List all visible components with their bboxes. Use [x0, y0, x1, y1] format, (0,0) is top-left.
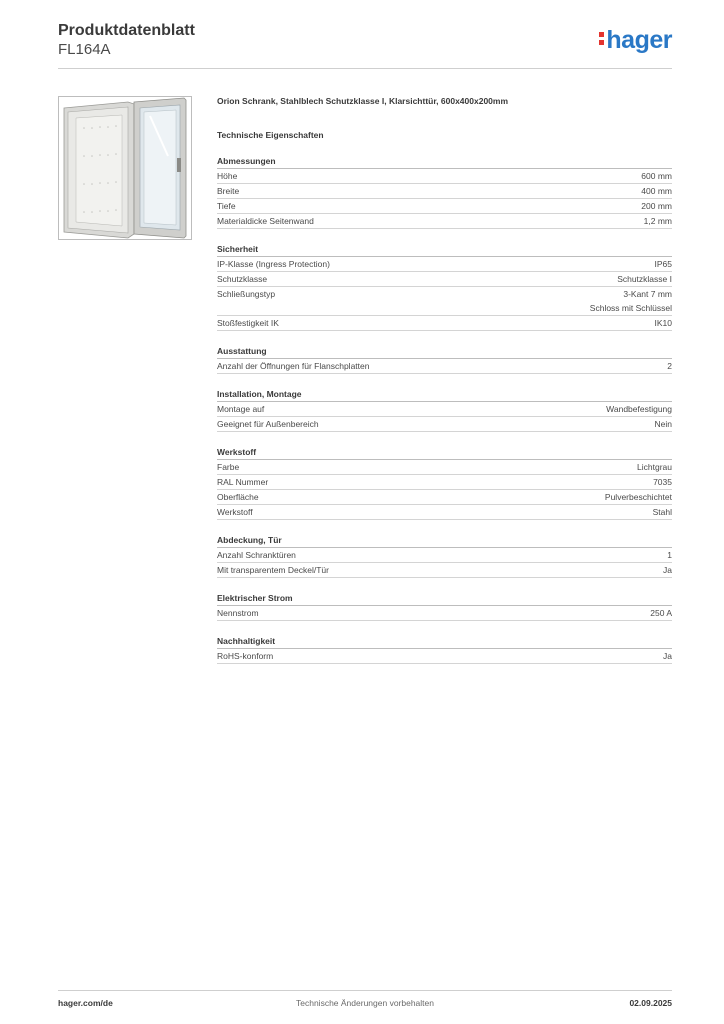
spec-value: Ja — [663, 565, 672, 575]
spec-value-line: Schloss mit Schlüssel — [589, 303, 672, 313]
spec-label: Geeignet für Außenbereich — [217, 419, 319, 429]
spec-value-multiline — [590, 287, 672, 315]
spec-label: Anzahl der Öffnungen für Flanschplatten — [217, 361, 370, 371]
footer-website-link[interactable]: hager.com/de — [58, 998, 113, 1008]
spec-row — [217, 475, 672, 490]
logo-text: hager — [606, 26, 672, 54]
spec-row — [217, 606, 672, 621]
spec-value: Wandbefestigung — [606, 404, 672, 414]
spec-row — [217, 417, 672, 432]
spec-row — [217, 316, 672, 331]
spec-value: Nein — [654, 419, 672, 429]
spec-value: 1,2 mm — [643, 216, 672, 226]
section-abdeckung — [217, 534, 672, 578]
section-installation — [217, 388, 672, 432]
section-elektrischer-strom — [217, 592, 672, 621]
spec-label: Stoßfestigkeit IK — [217, 318, 279, 328]
spec-value: Schutzklasse I — [617, 274, 672, 284]
footer-date: 02.09.2025 — [629, 998, 672, 1008]
section-title: Nachhaltigkeit — [217, 635, 672, 649]
spec-label: Farbe — [217, 462, 240, 472]
cabinet-icon — [58, 96, 192, 240]
spec-row — [217, 214, 672, 229]
spec-label: Nennstrom — [217, 608, 259, 618]
spec-label: Schließungstyp — [217, 289, 276, 299]
spec-label: Materialdicke Seitenwand — [217, 216, 314, 226]
footer-divider — [58, 990, 672, 991]
tech-heading: Technische Eigenschaften — [217, 130, 324, 140]
spec-row — [217, 257, 672, 272]
section-title: Installation, Montage — [217, 388, 672, 402]
spec-label: Anzahl Schranktüren — [217, 550, 296, 560]
spec-label: Werkstoff — [217, 507, 253, 517]
spec-row — [217, 505, 672, 520]
spec-row — [217, 548, 672, 563]
spec-row — [217, 460, 672, 475]
spec-value: 600 mm — [641, 171, 672, 181]
section-nachhaltigkeit — [217, 635, 672, 664]
spec-row — [217, 169, 672, 184]
product-details — [217, 96, 672, 664]
spec-label: Tiefe — [217, 201, 236, 211]
spec-label: Höhe — [217, 171, 238, 181]
spec-label: Montage auf — [217, 404, 265, 414]
footer-notice: Technische Änderungen vorbehalten — [296, 998, 434, 1008]
spec-value: 1 — [667, 550, 672, 560]
hager-logo — [599, 26, 672, 54]
spec-row — [217, 649, 672, 664]
section-title: Ausstattung — [217, 345, 672, 359]
spec-value-line: 3-Kant 7 mm — [623, 289, 672, 299]
section-werkstoff — [217, 446, 672, 520]
document-title: Produktdatenblatt — [58, 22, 195, 39]
spec-label: RAL Nummer — [217, 477, 269, 487]
header-divider — [58, 68, 672, 69]
spec-value: 250 A — [650, 608, 672, 618]
section-abmessungen — [217, 155, 672, 229]
section-title: Werkstoff — [217, 446, 672, 460]
spec-row — [217, 272, 672, 287]
product-description: Orion Schrank, Stahlblech Schutzklasse I, Klarsichttür, 600x400x200mm — [217, 96, 509, 106]
spec-value: IP65 — [654, 259, 672, 269]
spec-row — [217, 287, 672, 316]
spec-label: RoHS-konform — [217, 651, 274, 661]
spec-row — [217, 359, 672, 374]
spec-value: 7035 — [653, 477, 672, 487]
section-title: Elektrischer Strom — [217, 592, 672, 606]
spec-label: Mit transparentem Deckel/Tür — [217, 565, 329, 575]
spec-value: Pulverbeschichtet — [604, 492, 672, 502]
page-header — [58, 22, 672, 59]
spec-label: Breite — [217, 186, 240, 196]
section-title: Sicherheit — [217, 243, 672, 257]
product-image — [58, 96, 192, 240]
spec-label: Schutzklasse — [217, 274, 268, 284]
spec-label: Oberfläche — [217, 492, 259, 502]
section-sicherheit — [217, 243, 672, 331]
spec-row — [217, 490, 672, 505]
spec-value: Lichtgrau — [637, 462, 672, 472]
section-title: Abdeckung, Tür — [217, 534, 672, 548]
spec-row — [217, 199, 672, 214]
section-title: Abmessungen — [217, 155, 672, 169]
section-ausstattung — [217, 345, 672, 374]
spec-row — [217, 402, 672, 417]
spec-value: 200 mm — [641, 201, 672, 211]
spec-row — [217, 563, 672, 578]
spec-value: 400 mm — [641, 186, 672, 196]
spec-value: Ja — [663, 651, 672, 661]
spec-value: 2 — [667, 361, 672, 371]
spec-label: IP-Klasse (Ingress Protection) — [217, 259, 330, 269]
logo-dots-icon — [599, 32, 604, 48]
spec-value: IK10 — [654, 318, 672, 328]
spec-value: Stahl — [652, 507, 672, 517]
product-code: FL164A — [58, 41, 111, 58]
spec-row — [217, 184, 672, 199]
